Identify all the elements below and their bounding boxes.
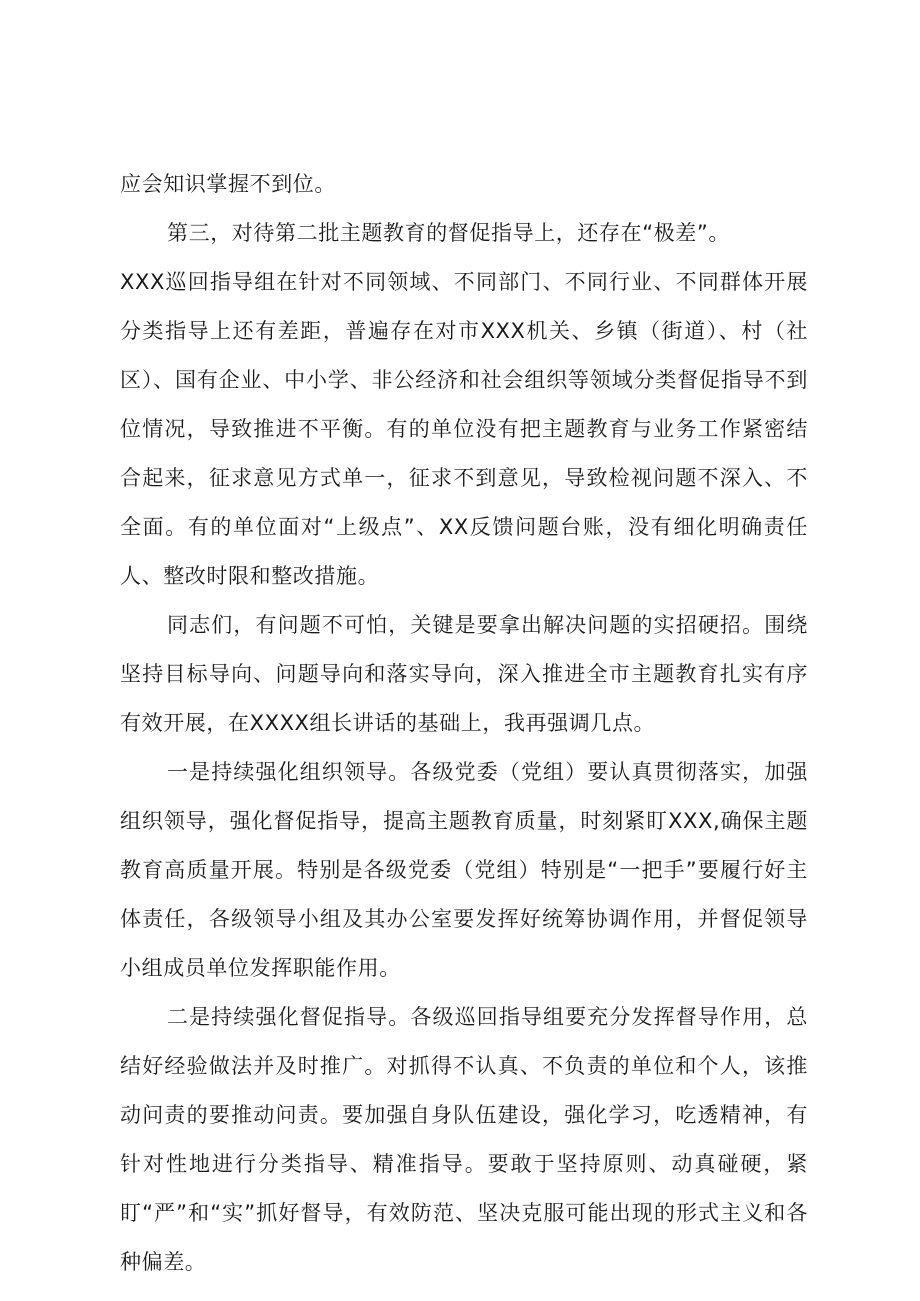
paragraph-guidance-gaps: XXX巡回指导组在针对不同领域、不同部门、不同行业、不同群体开展分类指导上还有差距，普遍存在对市XXX机关、乡镇（街道）、村（社区）、国有企业、中小学、非公经济和社会组织等领域分类督促指导不到位情况，导致推进不平衡。有的单位没有把主题教育与业务工作紧密结合起来，征求意见方式单一，征求不到意见，导致检视问题不深入、不全面。有的单位面对“上级点”、XX反馈问题台账，没有细化明确责任人、整改时限和整改措施。 (120, 270, 808, 588)
paragraph-solutions-intro: 同志们，有问题不可怕，关键是要拿出解决问题的实招硬招。围绕坚持目标导向、问题导向和落实导向，深入推进全市主题教育扎实有序有效开展，在XXXX组长讲话的基础上，我再强调几点。 (120, 613, 808, 735)
paragraph-third-point: 第三，对待第二批主题教育的督促指导上，还存在“极差”。 (167, 221, 730, 245)
paragraph-supervision-guidance: 二是持续强化督促指导。各级巡回指导组要充分发挥督导作用，总结好经验做法并及时推广。对抓得不认真、不负责的单位和个人，该推动问责的要推动问责。要加强自身队伍建设，强化学习，吃透精神，有针对性地进行分类指导、精准指导。要敢于坚持原则、动真碰硬，紧盯“严”和“实”抓好督导，有效防范、坚决克服可能出现的形式主义和各种偏差。 (120, 1005, 808, 1274)
paragraph-continuation: 应会知识掌握不到位。 (120, 172, 336, 196)
paragraph-organizational-leadership: 一是持续强化组织领导。各级党委（党组）要认真贯彻落实，加强组织领导，强化督促指导，提高主题教育质量，时刻紧盯XXX,确保主题教育高质量开展。特别是各级党委（党组）特别是“一把手”要履行好主体责任，各级领导小组及其办公室要发挥好统筹协调作用，并督促领导小组成员单位发挥职能作用。 (120, 760, 808, 980)
document-body (120, 160, 808, 1287)
